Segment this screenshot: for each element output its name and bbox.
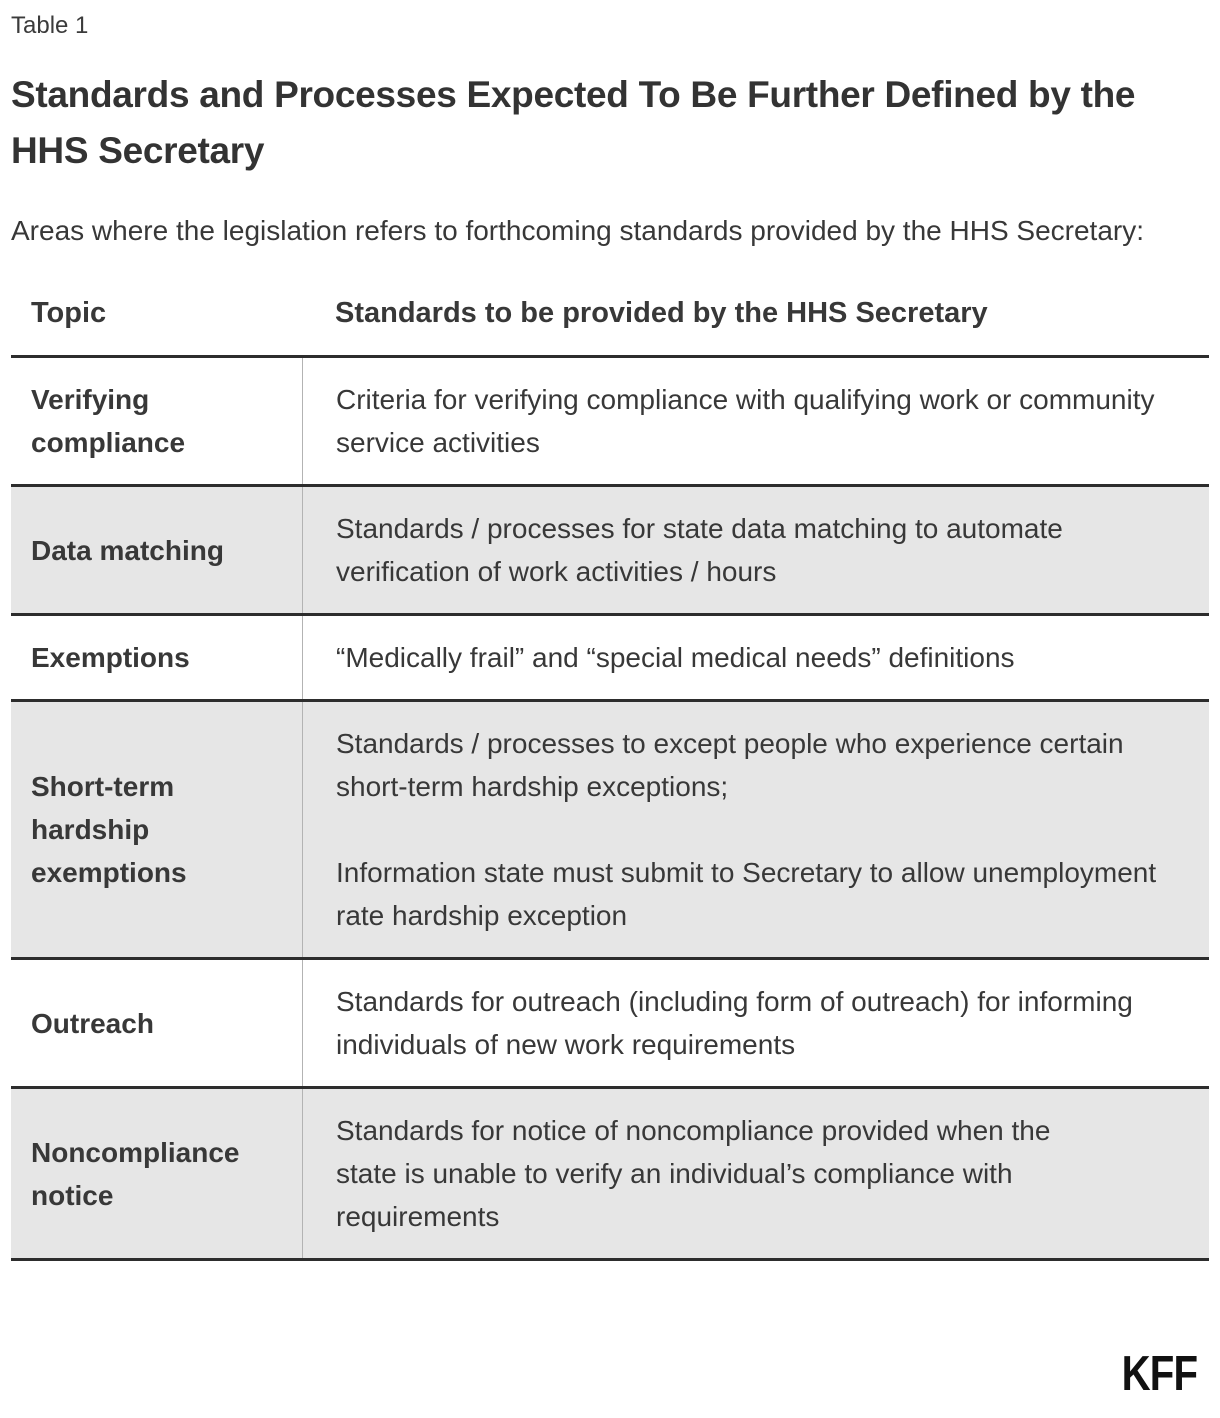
page-title: Standards and Processes Expected To Be Further Defined by the HHS Secretary — [11, 74, 1136, 171]
row-topic: Data matching — [31, 534, 224, 566]
row-standards — [302, 487, 1209, 613]
row-standards — [302, 960, 1209, 1086]
table-row — [11, 960, 1209, 1089]
row-standards — [302, 702, 1209, 957]
row-topic: Outreach — [31, 1007, 154, 1039]
kff-logo: KFF — [1121, 1347, 1197, 1401]
row-standards-text: “Medically frail” and “special medical needs” definitions — [336, 642, 1015, 673]
row-topic: Short-term hardship exemptions — [31, 771, 187, 888]
table-header-row — [11, 292, 1209, 358]
row-standards — [302, 358, 1209, 484]
row-standards — [302, 616, 1209, 699]
table-row — [11, 616, 1209, 702]
row-standards — [302, 1089, 1209, 1258]
table-row — [11, 1089, 1209, 1261]
row-standards-text: Standards / processes for state data matching to automate verification of work activities / hours — [336, 513, 1063, 587]
table-row — [11, 487, 1209, 616]
column-header-standards: Standards to be provided by the HHS Secretary — [335, 297, 988, 329]
page-subtitle: Areas where the legislation refers to forthcoming standards provided by the HHS Secretary: — [11, 215, 1145, 246]
column-header-topic: Topic — [31, 297, 107, 329]
row-standards-text: Criteria for verifying compliance with qualifying work or community service activities — [336, 384, 1155, 458]
standards-table — [11, 292, 1209, 1261]
row-standards-text: Standards for outreach (including form of outreach) for informing individuals of new work requirements — [336, 986, 1133, 1060]
table-row — [11, 358, 1209, 487]
row-standards-text: Standards for notice of noncompliance provided when the state is unable to verify an individual’s compliance with requirements — [336, 1115, 1051, 1232]
row-topic: Noncompliance notice — [31, 1136, 240, 1211]
row-standards-text: Standards / processes to except people who experience certain short-term hardship exceptions; — [336, 728, 1124, 802]
table-row — [11, 702, 1209, 960]
row-topic: Exemptions — [31, 642, 190, 673]
row-topic: Verifying compliance — [31, 384, 186, 458]
row-standards-text: Information state must submit to Secretary to allow unemployment rate hardship exception — [336, 857, 1157, 931]
table-number-label: Table 1 — [11, 12, 89, 39]
